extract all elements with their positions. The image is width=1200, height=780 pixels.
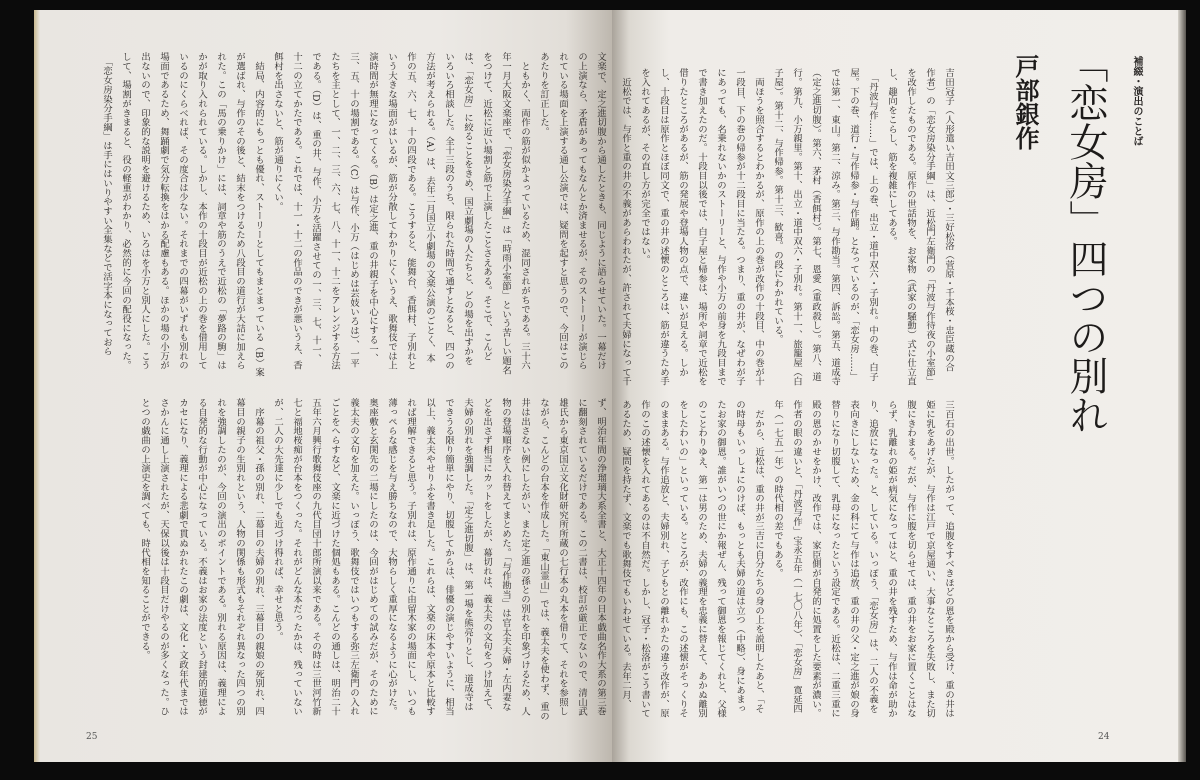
text-column: 年一月大阪文楽座で、「恋女房染分手綱」は「時雨小室節」という苦しい題名 (500, 52, 511, 375)
text-column: 借りたところがあるが、筋の発展や登場人物の点で、違いが見える。しか (677, 68, 688, 377)
text-column: ともかく、両作の筋が似かよっているため、混同されがちである。三十六 (519, 52, 530, 370)
text-column: 近松では、与作と重の井の不義があらわれたが、許されて夫婦になって千 (620, 68, 631, 386)
text-column: をつけて、近松に近い場割と筋で上演したことさえある。そこで、こんど (481, 52, 492, 361)
text-column: たお家の御恩。誰がいつの世にか報ぜん、残って御恩を報じてくれと、父様 (715, 400, 726, 718)
text-column: 幕目の親子の生別れという、人物の関係も形式もそれぞれ異なった四つの別 (234, 398, 245, 716)
article-title: 「恋女房」四つの別れ (1063, 44, 1108, 434)
text-column: 作のこの述懐を入れてあるのは不自然だ。しかし、冠子・松洛がこう書いて (639, 400, 650, 718)
text-column: かが取り入れられている。しかし、本作の十段目が近松の上の巻を借用して (196, 52, 207, 370)
text-column: 文楽で、定之進切腹から通したときも、同じように語らせていた。一幕だけ (595, 52, 606, 370)
author-name: 戸部銀作 (1011, 54, 1039, 150)
text-column: し、趣向をこらし、筋を複雑にしてある。 (886, 68, 897, 246)
text-column: れた。この「馬の乗りかけ」には、詞章や筋のうえで近松の「夢路の駒」は (215, 52, 226, 370)
text-column: 「恋女房染分手綱」は手にはいりやすい全集などで活字本になっておら (101, 52, 112, 356)
text-column: が、二人の大先達に少しでも近づけ得れば、幸せと思う。 (272, 398, 283, 642)
text-column: る自発的な行動が中心になっている。不義はお家の法度という封建的道徳が (196, 398, 207, 716)
text-column: 雄氏から東京国立文化財研究所所蔵の七行本の丸本を借りて、それを参照し (557, 398, 568, 716)
text-column: あたりを訂正した。 (538, 52, 549, 137)
text-column: 奥座敷と玄関先の二場にしたのは、今回がはじめての試みだが、そのために (367, 398, 378, 716)
text-column: だから、近松は、重の井が三吉に自分たちの身の上を説明したあと、「そ (753, 400, 764, 714)
text-column: 作者の眼の違いと、「丹波与作」宝永五年（一七〇八年）、「恋女房」寛延四 (791, 400, 802, 714)
text-column: 方法が考えられる。（A）は、去年二月国立小劇場の文楽公演のごとく、本 (424, 52, 435, 363)
text-column: らず、乳離れの姫が病気になってはと、重の井を残すため、与作は命が助か (886, 400, 897, 718)
text-column: に翻刻されているだけである。この二書は、校訂が厳正でないので、清山武 (576, 398, 587, 716)
text-column: ず、明治年間の浄瑠璃大系全書と、大正十四年の日本戯曲名作大系の第三巻 (595, 398, 606, 716)
text-column: あるため、疑問を持たず、文楽でも歌舞伎でもいわせている。去年二月、 (620, 400, 631, 709)
text-column: れば理解できると思う。子別れは、原作通りに由留木家の場面にし、いつも (405, 398, 416, 716)
text-column: たちを主として、一、二、三、六、七、八、十一、十二をアレンジする方法 (329, 52, 340, 370)
text-column: 腹にきわまる。だが、与作に腹を切らせては、重の井をお家に置くことはな (905, 400, 916, 718)
text-column: で書き加えたのだ。十段目以後では、白子屋と帰参は、場所や詞章で近松を (696, 68, 707, 386)
text-column: 替りになり切腹して、乳母になったという設定である。近松は、二重三重に (829, 400, 840, 718)
text-column: 十二の立てかたである。これでは、十一・十二の作品のできが悪いうえ、香 (291, 52, 302, 370)
text-column: して、場割がきまると、役の軽重がわかり、必然的に今回の配役になった。 (120, 52, 131, 370)
text-column: 物の登場順序を入れ替えてまとめた。「与作勘当」は官太夫夫婦・左内妻な (500, 398, 511, 712)
left-lower-text (135, 398, 610, 728)
text-column: 夫婦の別れを強調した。「定之進切腹」は、第一場を熊亮りとし、道成寺は (462, 398, 473, 712)
text-column: 表向きにしないため、金の科にて与作は追放、重の井の父・定之進が娘の身 (848, 400, 859, 718)
text-column: いるのにくらべれば、その度合は少ない。それまでの四幕がいずれも別れの (177, 52, 188, 370)
right-lower-text (616, 400, 958, 745)
text-column: 演時間が無理になってくる。（B）は定之進、重の井親子を中心にする一、 (367, 52, 378, 363)
text-column: である。（D）は、重の井、与作、小万を活躍させての一、三、七、十一、 (310, 52, 321, 364)
text-column: 井は出さない例にしたがい、また定之進の孫との別れを印象づけるため、人 (519, 398, 530, 716)
text-column: の時母もいっしょにのけば、もっとも夫婦の道は立つ（中略）、身にあまっ (734, 400, 745, 714)
text-column: いろいろ相談した。全十三段のうち、限られた時間で通すとなると、四つの (443, 52, 454, 370)
text-column: 殿の恩のかせをかけ、改作では、家臣側が自発的に処置をした要素が濃い。 (810, 400, 821, 718)
text-column: のことわりゆえ、第一は男のため、夫婦の義理を忠義に替えて、あかぬ離別 (696, 400, 707, 718)
text-column: 子屋）。第十二、与作帰参。第十三、歓喜。の段にわかれている。 (772, 68, 783, 344)
text-column: 一段目、下の巻の帰参が十二段目に当たる。つまり、重の井が、なぜわが子 (734, 68, 745, 386)
text-column: は、「恋女房」に絞ることをきめ、国立劇場の人たちと、どの場を出すかを (462, 52, 473, 366)
series-label: 補綴・演出のことば (1131, 56, 1142, 146)
text-column: をしたわいの」といっている。ところが、改作にも、この述懐がそっくりそ (677, 400, 688, 718)
text-column: 以上、義太夫やせりふを書き足した。これらは、文楽の床本や原本と比較す (424, 398, 435, 716)
text-column: 七と福地桜痴が台本をつくった。それがどんな本だったかは、残っていない (291, 398, 302, 716)
text-column: 五年六月興行歌舞伎座の九代目団十郎所演以来である。その時は三世河竹新 (310, 398, 321, 716)
text-column: いう大きな場面がはいるが、筋が分散してわかりにくいうえ、歌舞伎では上 (386, 52, 397, 370)
page-number-right: 24 (1098, 732, 1110, 742)
text-column: ながら、こんどの台本を作成した。「東山霊山」では、義太夫を使わず、重の (538, 398, 549, 721)
text-column: （定之進切腹）。第六、茅村（香餌村）。第七、恩愛（重政殺し）。第八、道 (810, 68, 821, 382)
text-column: 吉田冠子（人形遣い吉田文三郎）・三好松洛（菅原・千本桜・忠臣蔵の合 (943, 68, 954, 372)
text-column: とつの戯曲の上演史を調べても、時代相を知ることができる。 (139, 398, 150, 660)
text-column: 両ほうを照合するとわかるが、原作の上の巻が改作の十段目、中の巻が十 (753, 68, 764, 386)
text-column: 行。第九、小万親里。第十、出立・道中双六・子別れ。第十一、旅籠屋（白 (791, 68, 802, 386)
text-column: 薄っぺらな感じを与え勝ちなので、大物らしく重厚になるように心がけた。 (386, 398, 397, 716)
text-column: 作者）の「恋女房染分手綱」は、近松門左衛門の「丹波与作待夜の小室節」 (924, 68, 935, 386)
text-column: が選ばれ、与作のその後と、結末をつけるため八段目の道行が大詰に加えら (234, 52, 245, 370)
text-column: 三、五、十の場割である。（C）は与作、小万（はじめは芸妓いろは）、一平 (348, 52, 359, 368)
text-column: り、追放になった。と、している。いっぽう、「恋女房」は、二人の不義を (867, 400, 878, 714)
text-column: 「丹波与作……」では、上の巻、出立・道中双六・子別れ。中の巻、白子 (867, 68, 878, 382)
text-column: 義太夫の文句を加えた。いっぽう、歌舞伎ではいつもする弥三左衛門の入れ (348, 398, 359, 716)
text-column: を改作したものである。原作の世話物を、お家物（武家の騒動）式に仕立直 (905, 68, 916, 386)
text-column: にあっても、名乗れないかのストーリーと、与作や小万の前身を九段目まで (715, 68, 726, 386)
right-upper-text (616, 68, 958, 398)
text-column: 姫に乳をあげたが、与作は江戸で京屋通い、大事なところを失敗し、また切 (924, 400, 935, 718)
page-number-left: 25 (86, 732, 98, 742)
text-column: どを出さず相当にカットをしたが、幕切れは、義太夫の文句をつけ加えて、 (481, 398, 492, 716)
text-column: 出ないので、印象的な説明を避けるため、いろはを小万と別人にした。こう (139, 52, 150, 370)
text-column: 餌村を出さないと、筋が通りにくい。 (272, 52, 283, 211)
text-column: 序幕の祖父・孫の別れ、二幕目の夫婦の別れ、三幕目の親娘の死別れ、四 (253, 398, 264, 716)
text-column: では第一、東山。第二、涼み。第三、与作勘当。第四、訴訟。第五、道成寺 (829, 68, 840, 386)
text-column: 三百石の出世。したがって、追腹をすべきほどの恩を殿から受け、重の井は (943, 400, 954, 718)
text-column: カセになり、義理による悲劇で貫ぬかれたこの劇は、文化・文政年代までは (177, 398, 188, 716)
text-column: ごとをへらすなど、文楽に近づけた個処もある。こんどの通しは、明治二十 (329, 398, 340, 716)
text-column: を入れてあるが、その直し方が完全ではない。 (639, 68, 650, 265)
text-column: れている場面を上演する通し公演では、疑問を起すと思うので、今回はこの (557, 52, 568, 370)
text-column: 年（一七五一年）の時代相の差でもある。 (772, 400, 783, 578)
text-column: れを強調したのが、今回の演出のポイントである。別れる原因は、義理によ (215, 398, 226, 716)
text-column: 屋。下の巻、道行・与作帰参・与作踊。となっているのが、「恋女房……」 (848, 68, 859, 382)
text-column: 結局、内容的にもっとも優れ、ストーリーとしてもまとまっている（B）案 (253, 52, 264, 377)
text-column: 作の五、六、七、十の四段である。こうすると、能舞台、香餌村、子別れと (405, 52, 416, 370)
text-column: できうる限り簡単にやり、切腹してからは、俳優の演じやすいように、相当 (443, 398, 454, 716)
text-column: さかんに通し上演されたが、天保以後は十段目だけやるのが多くなった。ひ (158, 398, 169, 716)
text-column: 場面であるため、舞踊劇で気分転換をはかる配慮もある。ほかの場の小万が (158, 52, 169, 370)
left-upper-text (97, 52, 610, 378)
text-column: し、十段目は原作とほぼ同文で、重の井の述懐のところは、筋が違うため手 (658, 68, 669, 386)
text-column: のままある。与作追放と、夫婦別れ、子どもとの離れかたの違う改作が、原 (658, 400, 669, 718)
text-column: の上演なら、矛盾があってもなんとか済ませるが、そのストーリーが演じら (576, 52, 587, 370)
